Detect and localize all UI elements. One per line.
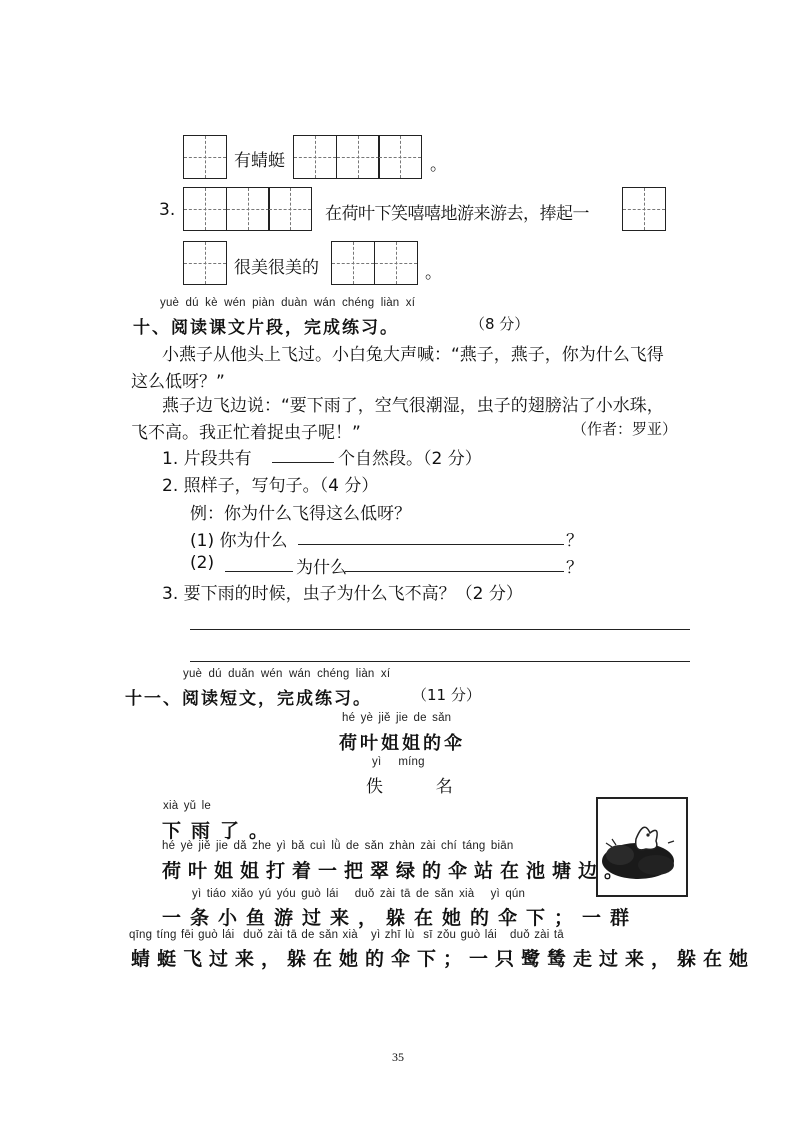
story-author: 佚 名 bbox=[366, 777, 467, 797]
s10-q3-answer-line-2[interactable] bbox=[190, 661, 690, 662]
section11-heading: 十一、阅读短文，完成练习。 bbox=[125, 689, 372, 709]
answer-grid-3a[interactable] bbox=[183, 241, 227, 285]
item-3-number: 3. bbox=[159, 200, 176, 220]
s10-s2-mid: 为什么 bbox=[296, 558, 347, 578]
s10-para1-line1: 小燕子从他头上飞过。小白兔大声喊：“燕子，燕子，你为什么飞得 bbox=[162, 345, 664, 365]
s10-para2-line2: 飞不高。我正忙着捉虫子呢！” bbox=[131, 423, 361, 443]
section11-score: （11 分） bbox=[412, 686, 481, 704]
story-line3: 一条小鱼游过来，躲在她的伞下；一群 bbox=[162, 907, 639, 929]
s10-s2-end: ？ bbox=[566, 558, 583, 578]
s10-s1-end: ？ bbox=[566, 531, 583, 551]
s10-s2-prefix: (2) bbox=[190, 553, 215, 573]
story-line4-pinyin: qīng tíng fēi guò lái duǒ zài tā de sǎn xià yì zhī lù sī zǒu guò lái duǒ zài tā bbox=[129, 929, 564, 941]
story-title: 荷叶姐姐的伞 bbox=[339, 733, 465, 754]
grid-text-1: 有蜻蜓 bbox=[234, 151, 285, 171]
s10-q3: 3. 要下雨的时候，虫子为什么飞不高？（2 分） bbox=[162, 584, 523, 604]
answer-grid-2b[interactable] bbox=[622, 187, 666, 231]
answer-grid-1b[interactable] bbox=[293, 135, 422, 179]
s10-s1-blank[interactable] bbox=[298, 544, 564, 545]
section10-heading: 十、阅读课文片段，完成练习。 bbox=[133, 318, 399, 338]
s10-s1-prefix: (1) 你为什么 bbox=[190, 531, 288, 551]
s10-q1-suffix: 个自然段。（2 分） bbox=[338, 449, 482, 469]
grid-end-3: 。 bbox=[425, 263, 442, 283]
section10-pinyin: yuè dú kè wén piàn duàn wán chéng liàn xí bbox=[160, 297, 416, 309]
story-title-pinyin: hé yè jiě jie de sǎn bbox=[342, 712, 452, 724]
page-number: 35 bbox=[392, 1050, 404, 1064]
section10-score: （8 分） bbox=[470, 315, 530, 333]
grid-text-3: 很美很美的 bbox=[234, 258, 319, 278]
section11-pinyin: yuè dú duǎn wén wán chéng liàn xí bbox=[183, 668, 391, 680]
s10-para1-line2: 这么低呀？” bbox=[131, 372, 225, 392]
story-line2-pinyin: hé yè jiě jie dǎ zhe yì bǎ cuì lǜ de sǎn zhàn zài chí táng biān bbox=[162, 840, 514, 852]
s10-s2-blank-b[interactable] bbox=[345, 571, 564, 572]
s10-author: （作者：罗亚） bbox=[572, 420, 678, 438]
grid-text-2: 在荷叶下笑嘻嘻地游来游去，捧起一 bbox=[325, 204, 589, 224]
s10-example: 例：你为什么飞得这么低呀？ bbox=[190, 504, 411, 524]
story-line1-pinyin: xià yǔ le bbox=[163, 800, 211, 812]
answer-grid-2a[interactable] bbox=[183, 187, 312, 231]
story-line3-pinyin: yì tiáo xiǎo yú yóu guò lái duǒ zài tā de sǎn xià yì qún bbox=[192, 888, 526, 900]
story-line1: 下雨了。 bbox=[162, 820, 279, 842]
grid-end-1: 。 bbox=[430, 155, 447, 175]
s10-q1-prefix: 1. 片段共有 bbox=[162, 449, 252, 469]
s10-q3-answer-line-1[interactable] bbox=[190, 629, 690, 630]
s10-para2-line1: 燕子边飞边说：“要下雨了，空气很潮湿，虫子的翅膀沾了小水珠， bbox=[162, 396, 664, 416]
answer-grid-1a[interactable] bbox=[183, 135, 227, 179]
story-author-pinyin: yì míng bbox=[372, 756, 425, 768]
s10-s2-blank-a[interactable] bbox=[225, 571, 293, 572]
story-line2: 荷叶姐姐打着一把翠绿的伞站在池塘边。 bbox=[162, 860, 631, 882]
s10-q1-blank[interactable] bbox=[272, 462, 334, 463]
story-line4: 蜻蜓飞过来，躲在她的伞下；一只鹭鸶走过来，躲在她 bbox=[131, 948, 756, 970]
answer-grid-3b[interactable] bbox=[331, 241, 418, 285]
s10-q2: 2. 照样子，写句子。（4 分） bbox=[162, 476, 379, 496]
